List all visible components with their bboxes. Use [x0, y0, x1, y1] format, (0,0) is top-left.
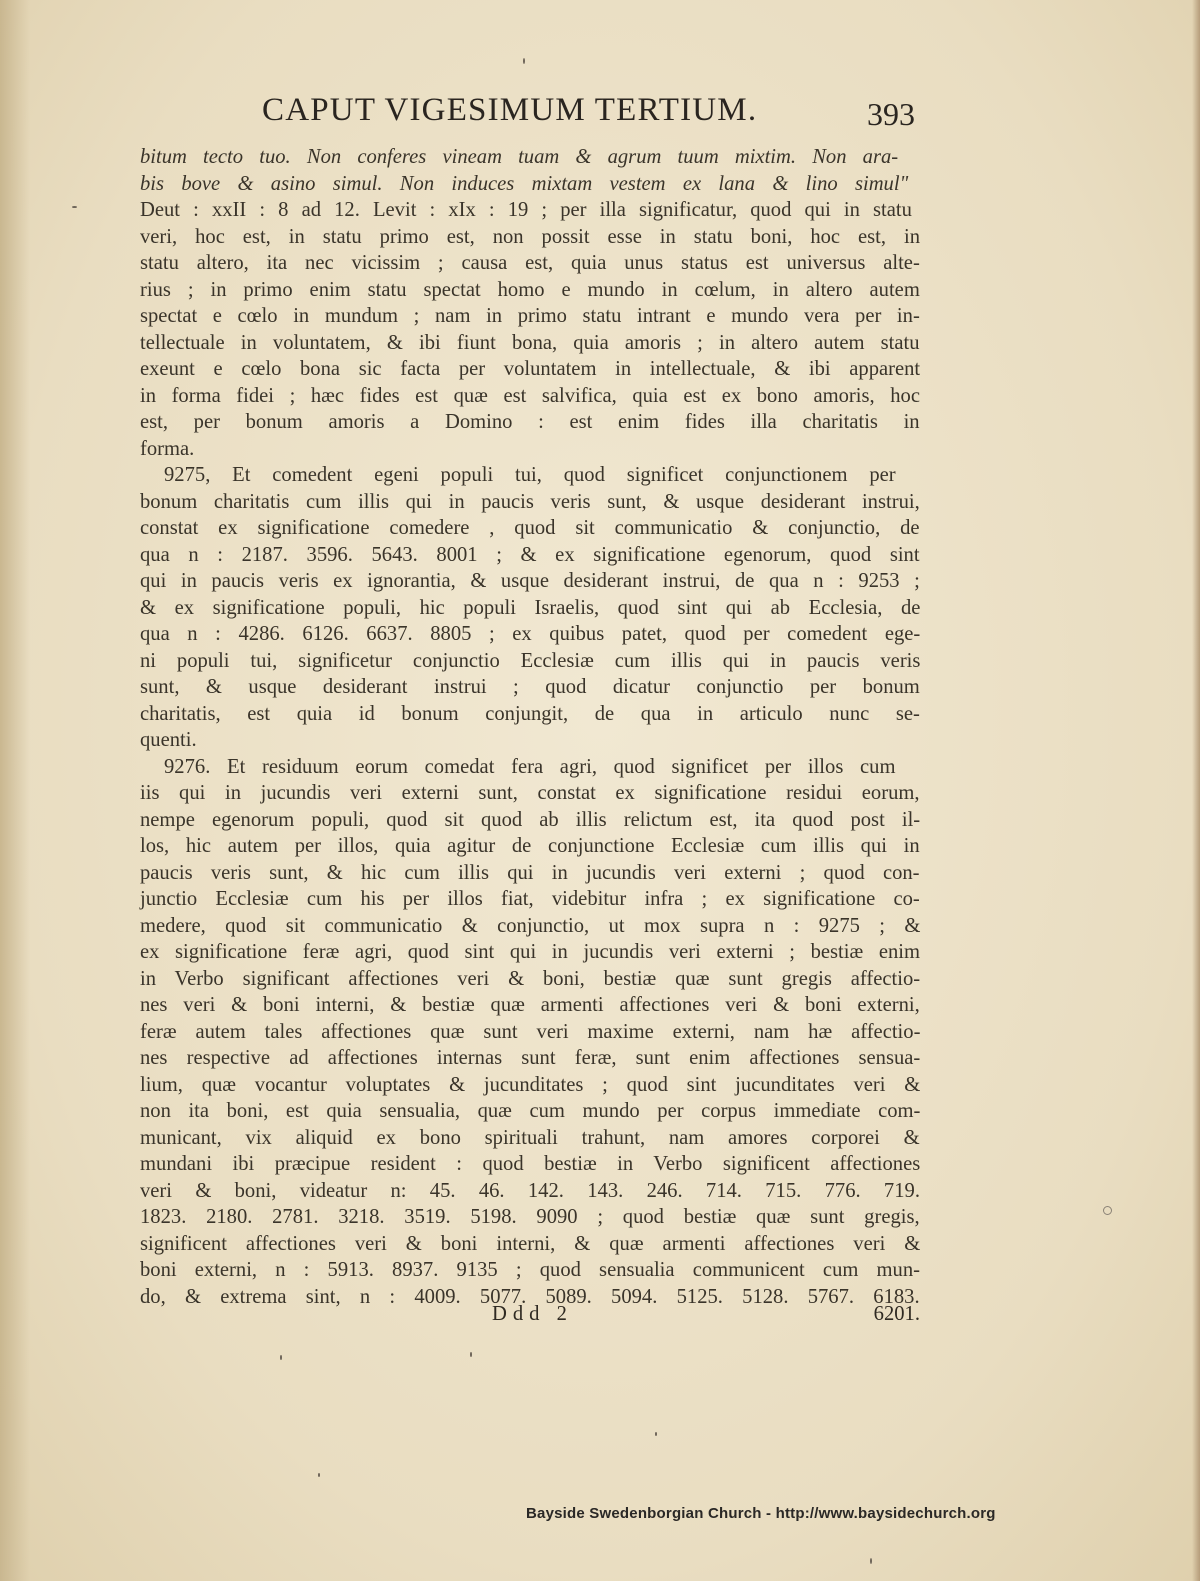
text-line: veri & boni, videatur n: 45. 46. 142. 143. 246. 714. 715. 776. 719.: [140, 1179, 920, 1202]
text-line: charitatis, est quia id bonum conjungit, de qua in articulo nunc se-: [140, 702, 920, 725]
text-line: sunt, & usque desiderant instrui ; quod dicatur conjunctio per bonum: [140, 676, 920, 698]
text-line: forma.: [140, 437, 195, 460]
text-line: Deut : xxII : 8 ad 12. Levit : xIx : 19 ; per illa significatur, quod qui in statu: [140, 199, 912, 221]
paper-speck: [870, 1558, 872, 1564]
text-line: qua n : 4286. 6126. 6637. 8805 ; ex quibus patet, quod per comedent ege-: [140, 623, 921, 645]
text-line: exeunt e cœlo bona sic facta per voluntatem in intellectuale, & ibi apparent: [140, 358, 921, 380]
page-number: 393: [867, 96, 915, 132]
text-line: 1823. 2180. 2781. 3218. 3519. 5198. 9090 ; quod bestiæ quæ sunt gregis,: [140, 1206, 920, 1228]
page-header: [140, 92, 940, 142]
text-line: qua n : 2187. 3596. 5643. 8001 ; & ex significatione egenorum, quod sint: [140, 543, 920, 566]
body-text: [140, 144, 920, 1310]
text-line: nes veri & boni interni, & bestiæ quæ armenti affectiones veri & boni externi,: [140, 994, 920, 1016]
text-line: ni populi tui, significetur conjunctio Ecclesiæ cum illis qui in paucis veris: [140, 649, 921, 672]
text-line: non ita boni, est quia sensualia, quæ cum mundo per corpus immediate com-: [140, 1100, 921, 1122]
text-line: rius ; in primo enim statu spectat homo e mundo in cœlum, in altero autem: [140, 278, 920, 301]
printer-signature: Ddd 2: [492, 1303, 573, 1325]
catchword: 6201.: [873, 1303, 920, 1325]
binding-shadow: [0, 0, 30, 1581]
text-line: boni externi, n : 5913. 8937. 9135 ; quod sensualia communicent cum mun-: [140, 1259, 921, 1281]
text-line: 9276. Et residuum eorum comedat fera agri, quod significet per illos cum: [164, 755, 896, 778]
paper-speck: [655, 1432, 657, 1436]
text-line: spectat e cœlo in mundum ; nam in primo statu intrant e mundo vera per in-: [140, 305, 920, 327]
text-line: do, & extrema sint, n : 4009. 5077. 5089. 5094. 5125. 5128. 5767. 6183.: [140, 1285, 920, 1308]
text-line: significent affectiones veri & boni interni, & quæ armenti affectiones veri &: [140, 1232, 921, 1255]
text-line: nempe egenorum populi, quod sit quod ab illis relictum est, ita quod post il-: [140, 808, 921, 831]
text-line: statu altero, ita nec vicissim ; causa est, quia unus status est universus alte-: [140, 252, 920, 274]
text-line: bis bove & asino simul. Non induces mixtam vestem ex lana & lino simul": [140, 172, 909, 195]
text-line: ex significatione feræ agri, quod sint qui in jucundis veri externi ; bestiæ enim: [140, 941, 920, 963]
text-line: quenti.: [140, 729, 197, 751]
text-line: in Verbo significant affectiones veri & boni, bestiæ quæ sunt gregis affectio-: [140, 967, 921, 990]
text-line: bonum charitatis cum illis qui in paucis veris sunt, & usque desiderant instrui,: [140, 490, 920, 513]
text-line: est, per bonum amoris a Domino : est enim fides illa charitatis in: [140, 411, 920, 433]
text-line: bitum tecto tuo. Non conferes vineam tuam & agrum tuum mixtim. Non ara-: [140, 146, 899, 168]
text-line: los, hic autem per illos, quia agitur de conjunctione Ecclesiæ cum illis qui in: [140, 835, 920, 857]
text-line: iis qui in jucundis veri externi sunt, constat ex significatione residui eorum,: [140, 782, 920, 804]
text-line: feræ autem tales affectiones quæ sunt veri maxime externi, nam hæ affectio-: [140, 1020, 921, 1043]
text-line: lium, quæ vocantur voluptates & jucunditates ; quod sint jucunditates veri &: [140, 1073, 921, 1096]
page-edge: [1192, 0, 1200, 1581]
text-line: medere, quod sit communicatio & conjunctio, ut mox supra n : 9275 ; &: [140, 914, 921, 937]
paper-speck: [72, 206, 77, 208]
paper-speck: [318, 1473, 320, 1477]
text-line: paucis veris sunt, & hic cum illis qui in jucundis veri externi ; quod con-: [140, 861, 920, 884]
text-line: 9275, Et comedent egeni populi tui, quod significet conjunctionem per: [164, 464, 896, 486]
text-line: mundani ibi præcipue resident : quod bestiæ in Verbo significent affectiones: [140, 1153, 921, 1175]
running-head: CAPUT VIGESIMUM TERTIUM.: [262, 92, 758, 128]
paper-speck: [523, 58, 525, 64]
text-line: in forma fidei ; hæc fides est quæ est salvifica, quia est ex bono amoris, hoc: [140, 384, 920, 407]
paper-speck: [280, 1355, 282, 1360]
page-footer: [140, 1303, 920, 1331]
text-line: qui in paucis veris ex ignorantia, & usque desiderant instrui, de qua n : 9253 ;: [140, 570, 920, 592]
text-line: junctio Ecclesiæ cum his per illos fiat, videbitur infra ; ex significatione co-: [140, 888, 920, 910]
text-line: constat ex significatione comedere , quod sit communicatio & conjunctio, de: [140, 517, 920, 539]
paper-speck: [470, 1352, 472, 1357]
text-line: nes respective ad affectiones internas sunt feræ, sunt enim affectiones sensua-: [140, 1047, 921, 1069]
text-line: veri, hoc est, in statu primo est, non possit esse in statu boni, hoc est, in: [140, 225, 920, 248]
text-line: municant, vix aliquid ex bono spirituali trahunt, nam amores corporei &: [140, 1126, 920, 1149]
text-line: & ex significatione populi, hic populi Israelis, quod sint qui ab Ecclesia, de: [140, 596, 921, 619]
paper-ring-mark: [1103, 1206, 1112, 1215]
text-line: tellectuale in voluntatem, & ibi fiunt bona, quia amoris ; in altero autem statu: [140, 331, 920, 354]
watermark-credit: Bayside Swedenborgian Church - http://www.baysidechurch.org: [526, 1505, 996, 1522]
